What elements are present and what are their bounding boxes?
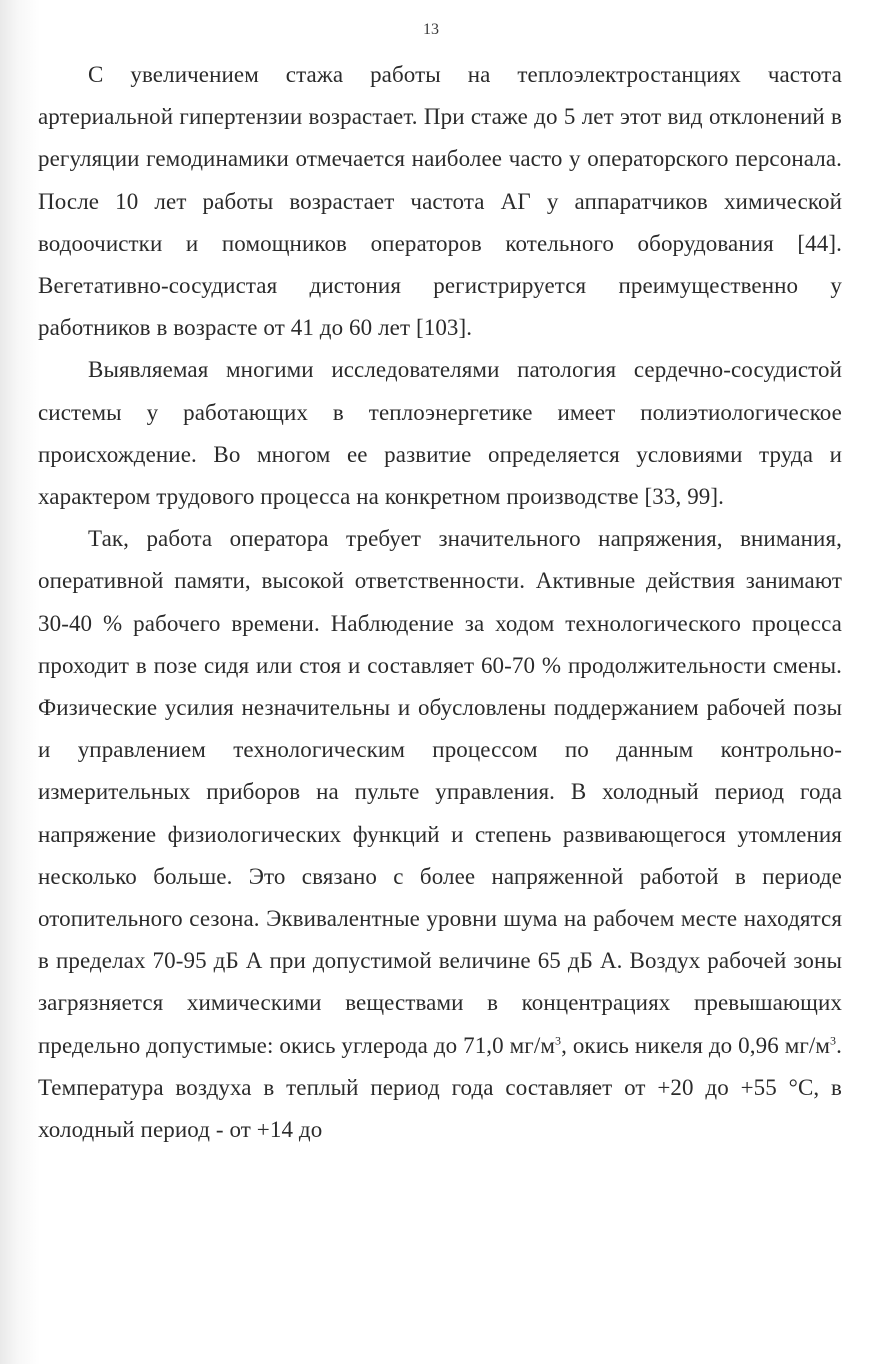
scan-edge-shadow <box>0 0 40 1364</box>
paragraph-cardiovascular-pathology: Выявляемая многими исследователями патология сердечно-сосудистой системы у работающих в теплоэнергетике имеет полиэтиологическое происхождение. Во многом ее развитие определяется условиями труда и характером трудового процесса на конкретном производстве [33, 99]. <box>38 357 842 510</box>
superscript-cubic-1: 3 <box>554 1033 562 1048</box>
paragraph-operator-work-part2: , окись никеля до 0,96 мг/м <box>561 1032 831 1058</box>
paragraph-operator-work <box>38 518 842 1151</box>
body-text <box>38 54 842 1151</box>
paragraph-operator-work-part1: Так, работа оператора требует значительного напряжения, внимания, оперативной памяти, высокой ответственности. Активные действия занимают 30-40 % рабочего времени. Наблюдение за ходом технологического процесса проходит в позе сидя или стоя и составляет 60-70 % продолжительности смены. Физические усилия незначительны и обусловлены поддержанием рабочей позы и управлением технологическим процессом по данным контрольно-измерительных приборов на пульте управления. В холодный период года напряжение физиологических функций и степень развивающегося утомления несколько больше. Это связано с более напряженной работой в периоде отопительного сезона. Эквивалентные уровни шума на рабочем месте находятся в пределах 70-95 дБ А при допустимой величине 65 дБ А. Воздух рабочей зоны загрязняется химическими веществами в концентрациях превышающих предельно допустимые: окись углерода до 71,0 мг/м <box>38 526 842 1058</box>
paragraph-hypertension: С увеличением стажа работы на теплоэлектростанциях частота артериальной гипертензии возрастает. При стаже до 5 лет этот вид отклонений в регуляции гемодинамики отмечается наиболее часто у операторского персонала. После 10 лет работы возрастает частота АГ у аппаратчиков химической водоочистки и помощников операторов котельного оборудования [44]. Вегетативно-сосудистая дистония регистрируется преимущественно у работников в возрасте от 41 до 60 лет [103]. <box>38 62 842 341</box>
superscript-cubic-2: 3 <box>830 1033 837 1048</box>
paragraph-operator-work-part3: . Температура воздуха в теплый период года составляет от +20 до +55 °С, в холодный период - от +14 до <box>38 1032 842 1143</box>
page-number: 13 <box>423 21 439 38</box>
